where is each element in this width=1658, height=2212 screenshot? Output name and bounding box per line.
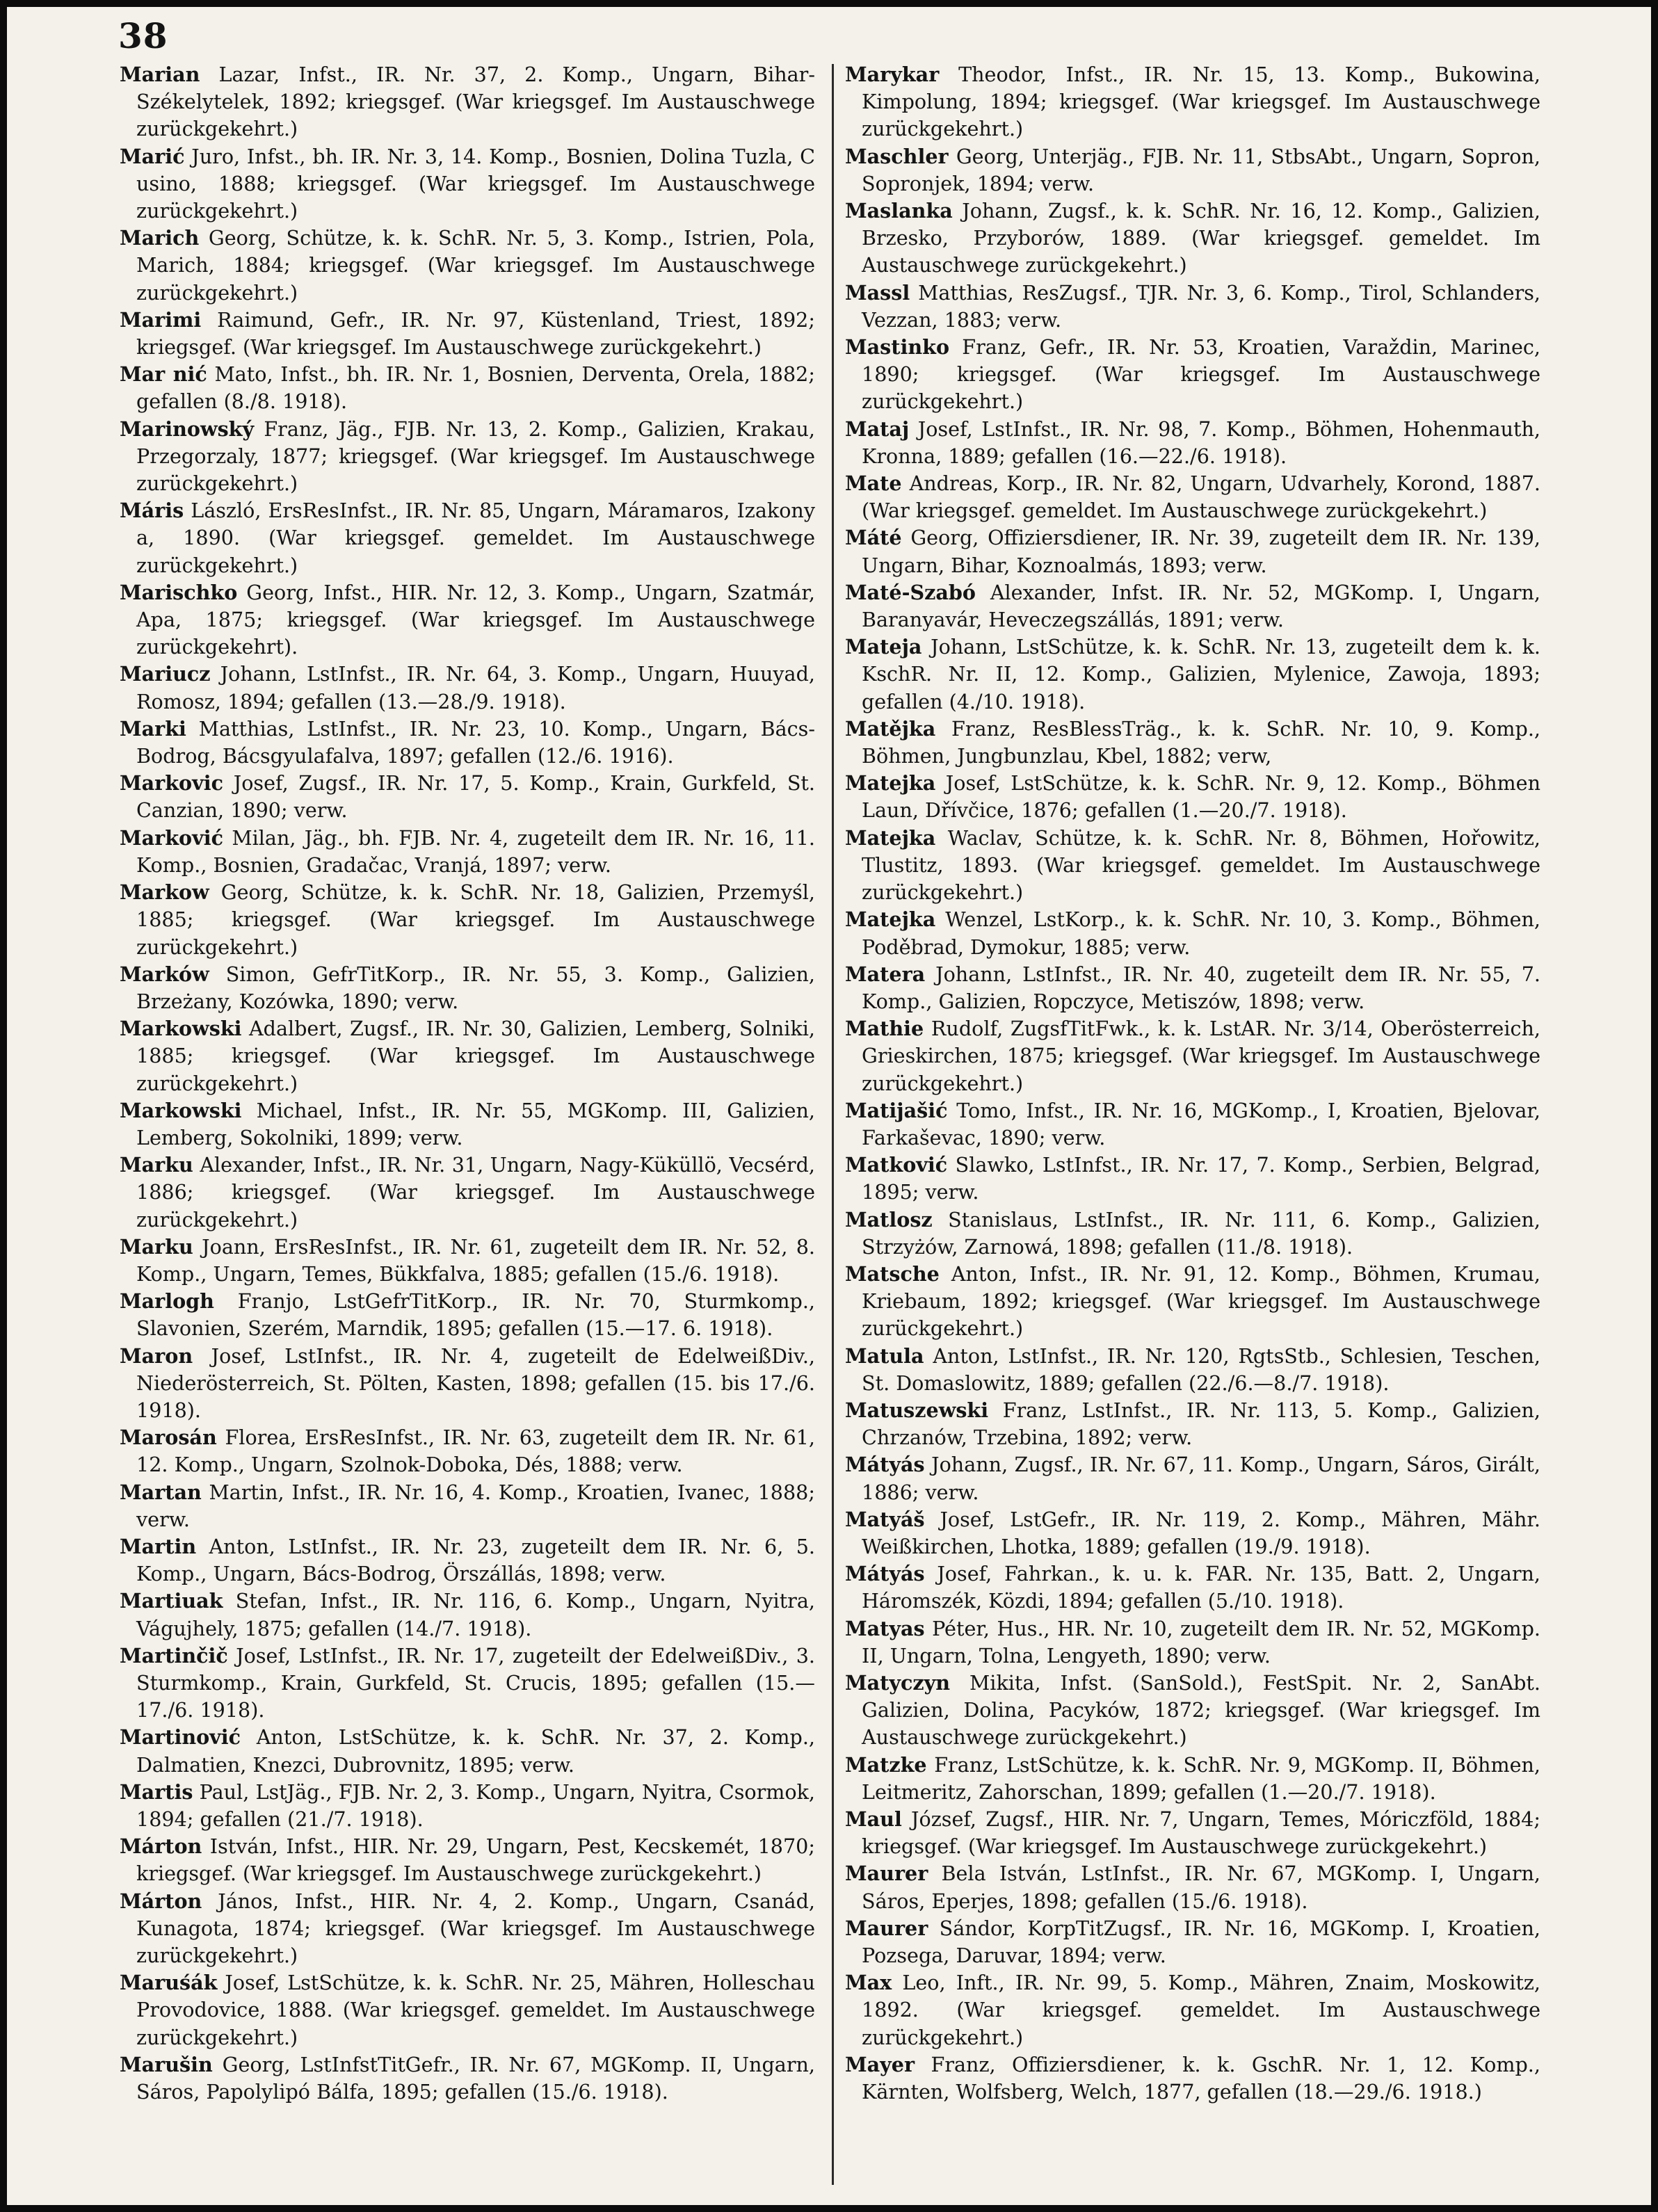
entry-details: Franz, Jäg., FJB. Nr. 13, 2. Komp., Galizien, Krakau, Przegorzaly, 1877; kriegsgef. (War kriegsgef. Im Austauschwege zurückgekehrt.) [136,417,815,496]
right-column [845,61,1540,2106]
entry-details: Josef, Zugsf., IR. Nr. 17, 5. Komp., Krain, Gurkfeld, St. Canzian, 1890; verw. [136,771,815,823]
entry-details: Georg, Infst., HIR. Nr. 12, 3. Komp., Ungarn, Szatmár, Apa, 1875; kriegsgef. (War kriegsgef. Im Austauschwege zurückgekehrt). [136,580,815,659]
entry-surname: Matlosz [845,1207,933,1232]
register-entry [120,1642,815,1725]
register-entry [845,1806,1540,1860]
entry-surname: Maurer [845,1916,928,1940]
entry-details: Alexander, Infst., IR. Nr. 31, Ungarn, Nagy-Küküllö, Vecsérd, 1886; kriegsgef. (War kriegsgef. Im Austauschwege zurückgekehrt.) [136,1153,815,1232]
register-entry [120,307,815,361]
register-entry [845,633,1540,716]
register-entry [120,225,815,307]
register-entry [845,1560,1540,1615]
register-entry [120,361,815,415]
register-entry [120,1888,815,1970]
entry-details: József, Zugsf., HIR. Nr. 7, Ungarn, Temes, Móriczföld, 1884; kriegsgef. (War kriegsgef. Im Austauschwege zurückgekehrt.) [862,1807,1540,1859]
register-entry [120,1833,815,1887]
entry-surname: Marku [120,1153,193,1177]
page-number: 38 [118,15,168,56]
entry-surname: Matejka [845,907,936,932]
register-entry [120,61,815,143]
entry-surname: Marušin [120,2052,213,2076]
entry-surname: Maul [845,1807,902,1831]
entry-details: Franz, LstInfst., IR. Nr. 113, 5. Komp., Galizien, Chrzanów, Trzebina, 1892; verw. [862,1398,1540,1450]
entry-surname: Marimi [120,307,202,332]
entry-details: Matthias, LstInfst., IR. Nr. 23, 10. Komp., Ungarn, Bács-Bodrog, Bácsgyulafalva, 1897; gefallen (12./6. 1916). [136,716,815,768]
register-entry [845,1860,1540,1914]
entry-surname: Max [845,1971,892,1995]
entry-details: Josef, LstInfst., IR. Nr. 17, zugeteilt der EdelweißDiv., 3. Sturmkomp., Krain, Gurkfeld, St. Crucis, 1895; gefallen (15.—17./6. 1918). [136,1643,815,1722]
entry-surname: Mátyás [845,1453,925,1477]
register-entry [120,497,815,579]
register-entry [845,1969,1540,2051]
entry-details: István, Infst., HIR. Nr. 29, Ungarn, Pest, Kecskemét, 1870; kriegsgef. (War kriegsgef. Im Austauschwege zurückgekehrt.) [136,1834,815,1886]
register-entry [845,1206,1540,1261]
entry-surname: Marosán [120,1426,217,1450]
register-entry [120,1724,815,1778]
entry-details: Stefan, Infst., IR. Nr. 116, 6. Komp., Ungarn, Nyitra, Vágujhely, 1875; gefallen (14./7. 1918). [136,1589,815,1640]
register-entry [845,825,1540,907]
register-entry [845,334,1540,416]
entry-surname: Marković [120,825,224,850]
register-entry [845,143,1540,197]
entry-details: Leo, Inft., IR. Nr. 99, 5. Komp., Mähren, Znaim, Moskowitz, 1892. (War kriegsgef. gemeldet. Im Austauschwege zurückgekehrt.) [862,1971,1540,2049]
entry-details: Mato, Infst., bh. IR. Nr. 1, Bosnien, Derventa, Orela, 1882; gefallen (8./8. 1918). [136,362,815,414]
entry-surname: Martin [120,1534,197,1558]
entry-surname: Matković [845,1153,948,1177]
column-divider [832,64,834,2185]
register-entry [845,280,1540,334]
entry-surname: Matsche [845,1261,940,1286]
entry-details: Georg, Schütze, k. k. SchR. Nr. 5, 3. Komp., Istrien, Pola, Marich, 1884; kriegsgef. (War kriegsgef. Im Austauschwege zurückgekehrt.) [136,226,815,305]
entry-details: Anton, LstSchütze, k. k. SchR. Nr. 37, 2. Komp., Dalmatien, Knezci, Dubrovnitz, 1895; verw. [136,1725,816,1777]
register-entry [120,1479,815,1533]
register-entry [120,1288,815,1342]
entry-surname: Markowski [120,1098,242,1122]
entry-details: Johann, LstInfst., IR. Nr. 64, 3. Komp., Ungarn, Huuyad, Romosz, 1894; gefallen (13.—28./9. 1918). [136,662,815,713]
entry-surname: Maruśák [120,1971,218,1995]
entry-surname: Mathie [845,1017,924,1041]
register-entry [845,716,1540,770]
entry-details: Johann, LstSchütze, k. k. SchR. Nr. 13, zugeteilt dem k. k. KschR. Nr. II, 12. Komp., Galizien, Mylenice, Zawoja, 1893; gefallen (4./10. 1918). [862,635,1540,713]
register-entry [845,1015,1540,1097]
register-entry [845,2051,1540,2106]
entry-surname: Máris [120,499,184,523]
register-entry [845,770,1540,824]
entry-details: Johann, Zugsf., k. k. SchR. Nr. 16, 12. Komp., Galizien, Brzesko, Przyborów, 1889. (War kriegsgef. gemeldet. Im Austauschwege zurückgekehrt.) [862,199,1541,277]
register-entry [845,1506,1540,1560]
register-entry [120,879,815,961]
register-entry [120,1234,815,1288]
entry-details: Joann, ErsResInfst., IR. Nr. 61, zugeteilt dem IR. Nr. 52, 8. Komp., Ungarn, Temes, Bükkfalva, 1885; gefallen (15./6. 1918). [136,1234,816,1286]
register-entry [120,416,815,498]
register-entry [845,1152,1540,1206]
entry-surname: Massl [845,280,910,305]
register-entry [845,1670,1540,1752]
register-entry [120,2051,815,2106]
entry-surname: Matejka [845,771,936,796]
register-entry [845,1451,1540,1505]
entry-details: Franz, Offiziersdiener, k. k. GschR. Nr. 1, 12. Komp., Kärnten, Wolfsberg, Welch, 1877, gefallen (18.—29./6. 1918.) [862,2052,1540,2104]
entry-surname: Markow [120,880,209,905]
entry-details: Anton, Infst., IR. Nr. 91, 12. Komp., Böhmen, Krumau, Kriebaum, 1892; kriegsgef. (War kriegsgef. Im Austauschwege zurückgekehrt.) [862,1261,1540,1341]
register-entry [845,906,1540,960]
register-entry [845,524,1540,579]
entry-details: Matthias, ResZugsf., TJR. Nr. 3, 6. Komp., Tirol, Schlanders, Vezzan, 1883; verw. [862,280,1540,332]
entry-surname: Martiuak [120,1589,223,1613]
entry-surname: Marich [120,226,200,250]
register-entry [120,1588,815,1642]
entry-details: Johann, LstInfst., IR. Nr. 40, zugeteilt dem IR. Nr. 55, 7. Komp., Galizien, Ropczyce, Metiszów, 1898; verw. [862,962,1540,1013]
entry-surname: Maron [120,1343,193,1368]
register-entry [845,1915,1540,1969]
entry-details: Josef, LstInfst., IR. Nr. 98, 7. Komp., Böhmen, Hohenmauth, Kronna, 1889; gefallen (16.—22./6. 1918). [862,417,1541,468]
entry-details: Simon, GefrTitKorp., IR. Nr. 55, 3. Komp., Galizien, Brzeżany, Kozówka, 1890; verw. [136,962,815,1013]
entry-surname: Martis [120,1779,193,1804]
register-entry [845,197,1540,280]
entry-surname: Matzke [845,1752,927,1777]
entry-surname: Marić [120,144,185,168]
register-entry [845,61,1540,143]
entry-surname: Maslanka [845,199,953,223]
register-entry [845,1261,1540,1343]
entry-surname: Marykar [845,63,940,86]
register-entry [120,1969,815,2051]
entry-surname: Matyas [845,1616,925,1640]
entry-details: Franz, ResBlessTräg., k. k. SchR. Nr. 10, 9. Komp., Böhmen, Jungbunzlau, Kbel, 1882; verw, [862,716,1541,768]
entry-surname: Mátyás [845,1562,925,1586]
entry-surname: Mariucz [120,662,211,686]
entry-surname: Marischko [120,580,238,604]
entry-surname: Marki [120,716,186,741]
entry-surname: Márton [120,1834,202,1859]
entry-surname: Mayer [845,2052,915,2076]
entry-surname: Matejka [845,825,936,850]
entry-surname: Mar nić [120,362,207,387]
entry-surname: Mateja [845,635,922,659]
entry-details: Josef, LstInfst., IR. Nr. 4, zugeteilt de EdelweißDiv., Niederösterreich, St. Pölten, Kasten, 1898; gefallen (15. bis 17./6. 1918). [136,1343,816,1422]
entry-details: Wenzel, LstKorp., k. k. SchR. Nr. 10, 3. Komp., Böhmen, Poděbrad, Dymokur, 1885; verw. [862,907,1540,959]
entry-surname: Matijašić [845,1098,948,1122]
entry-surname: Marinowský [120,417,255,441]
register-entry [845,416,1540,470]
register-entry [120,1152,815,1234]
entry-details: Adalbert, Zugsf., IR. Nr. 30, Galizien, Lemberg, Solniki, 1885; kriegsgef. (War kriegsgef. Im Austauschwege zurückgekehrt.) [136,1017,816,1095]
entry-surname: Máté [845,526,902,550]
entry-surname: Mastinko [845,335,950,360]
entry-details: Raimund, Gefr., IR. Nr. 97, Küstenland, Triest, 1892; kriegsgef. (War kriegsgef. Im Austauschwege zurückgekehrt.) [136,307,815,360]
register-entry [845,1397,1540,1451]
register-entry [120,1533,815,1588]
entry-surname: Marlogh [120,1289,214,1314]
entry-details: Péter, Hus., HR. Nr. 10, zugeteilt dem IR. Nr. 52, MGKomp. II, Ungarn, Tolna, Lengyeth, 1890; verw. [862,1616,1541,1668]
entry-surname: Marku [120,1234,193,1259]
entry-details: Waclav, Schütze, k. k. SchR. Nr. 8, Böhmen, Hořowitz, Tlustitz, 1893. (War kriegsgef. gemeldet. Im Austauschwege zurückgekehrt.) [862,825,1540,905]
entry-surname: Maté-Szabó [845,580,976,604]
entry-surname: Matuszewski [845,1398,989,1422]
entry-details: Martin, Infst., IR. Nr. 16, 4. Komp., Kroatien, Ivanec, 1888; verw. [136,1480,816,1531]
entry-details: Andreas, Korp., IR. Nr. 82, Ungarn, Udvarhely, Korond, 1887. (War kriegsgef. gemeldet. Im Austauschwege zurückgekehrt.) [862,471,1541,523]
entry-details: Alexander, Infst. IR. Nr. 52, MGKomp. I, Ungarn, Baranyavár, Heveczegszállás, 1891; verw. [862,580,1540,632]
entry-surname: Matyáš [845,1507,925,1531]
register-entry [120,1343,815,1425]
register-entry [845,1615,1540,1670]
entry-details: Juro, Infst., bh. IR. Nr. 3, 14. Komp., Bosnien, Dolina Tuzla, C usino, 1888; kriegsgef. (War kriegsgef. Im Austauschwege zurückgekehrt.) [136,144,815,223]
entry-details: Josef, Fahrkan., k. u. k. FAR. Nr. 135, Batt. 2, Ungarn, Háromszék, Közdi, 1894; gefallen (5./10. 1918). [862,1562,1540,1613]
entry-details: Josef, LstSchütze, k. k. SchR. Nr. 9, 12. Komp., Böhmen Laun, Dřívčice, 1876; gefallen (1.—20./7. 1918). [862,771,1540,823]
entry-details: Florea, ErsResInfst., IR. Nr. 63, zugeteilt dem IR. Nr. 61, 12. Komp., Ungarn, Szolnok-Doboka, Dés, 1888; verw. [136,1426,815,1477]
entry-details: Johann, Zugsf., IR. Nr. 67, 11. Komp., Ungarn, Sáros, Girált, 1886; verw. [862,1453,1540,1504]
entry-details: Rudolf, ZugsfTitFwk., k. k. LstAR. Nr. 3/14, Oberösterreich, Grieskirchen, 1875; kriegsgef. (War kriegsgef. Im Austauschwege zurückgekehrt.) [862,1017,1540,1095]
entry-surname: Marków [120,962,209,986]
entry-surname: Martinović [120,1725,241,1750]
entry-details: Josef, LstGefr., IR. Nr. 119, 2. Komp., Mähren, Mähr. Weißkirchen, Lhotka, 1889; gefallen (19./9. 1918). [862,1507,1540,1558]
entry-surname: Mataj [845,417,910,441]
entry-surname: Martan [120,1480,202,1504]
entry-details: Michael, Infst., IR. Nr. 55, MGKomp. III, Galizien, Lemberg, Sokolniki, 1899; verw. [136,1098,816,1149]
register-entry [120,1779,815,1833]
entry-details: Franjo, LstGefrTitKorp., IR. Nr. 70, Sturmkomp., Slavonien, Szerém, Marndik, 1895; gefallen (15.—17. 6. 1918). [136,1289,816,1341]
register-entry [845,1343,1540,1397]
entry-surname: Matějka [845,716,936,741]
register-entry [120,1424,815,1478]
entry-details: Franz, Gefr., IR. Nr. 53, Kroatien, Varaždin, Marinec, 1890; kriegsgef. (War kriegsgef. Im Austauschwege zurückgekehrt.) [862,335,1541,414]
register-entry [845,961,1540,1015]
register-entry [120,716,815,770]
entry-surname: Matula [845,1343,924,1368]
entry-details: Anton, LstInfst., IR. Nr. 23, zugeteilt dem IR. Nr. 6, 5. Komp., Ungarn, Bács-Bodrog, Örszállás, 1898; verw. [136,1534,815,1586]
entry-details: Georg, Unterjäg., FJB. Nr. 11, StbsAbt., Ungarn, Sopron, Sopronjek, 1894; verw. [862,144,1540,195]
entry-surname: Markowski [120,1017,242,1041]
register-entry [120,661,815,715]
entry-surname: Mate [845,471,902,496]
register-entry [120,770,815,824]
entry-details: Bela István, LstInfst., IR. Nr. 67, MGKomp. I, Ungarn, Sáros, Eperjes, 1898; gefallen (15./6. 1918). [862,1862,1540,1913]
entry-surname: Martinčič [120,1643,228,1668]
entry-details: Anton, LstInfst., IR. Nr. 120, RgtsStb., Schlesien, Teschen, St. Domaslowitz, 1889; gefallen (22./6.—8./7. 1918). [862,1343,1540,1395]
entry-details: Paul, LstJäg., FJB. Nr. 2, 3. Komp., Ungarn, Nyitra, Csormok, 1894; gefallen (21./7. 1918). [136,1779,816,1831]
register-entry [120,579,815,661]
register-entry [845,470,1540,524]
register-entry [120,1097,815,1152]
register-entry [845,1097,1540,1152]
entry-details: Stanislaus, LstInfst., IR. Nr. 111, 6. Komp., Galizien, Strzyżów, Zarnowá, 1898; gefallen (11./8. 1918). [862,1207,1540,1259]
entry-details: Franz, LstSchütze, k. k. SchR. Nr. 9, MGKomp. II, Böhmen, Leitmeritz, Zahorschan, 1899; gefallen (1.—20./7. 1918). [862,1752,1540,1804]
entry-details: Theodor, Infst., IR. Nr. 15, 13. Komp., Bukowina, Kimpolung, 1894; kriegsgef. (War kriegsgef. Im Austauschwege zurückgekehrt.) [862,63,1541,141]
entry-details: Tomo, Infst., IR. Nr. 16, MGKomp., I, Kroatien, Bjelovar, Farkaševac, 1890; verw. [862,1098,1540,1149]
entry-surname: Markovic [120,771,224,796]
entry-surname: Matera [845,962,926,986]
entry-surname: Maschler [845,144,949,168]
entry-surname: Maurer [845,1862,928,1886]
entry-details: Georg, LstInfstTitGefr., IR. Nr. 67, MGKomp. II, Ungarn, Sáros, Papolylipó Bálfa, 1895; gefallen (15./6. 1918). [136,2052,815,2104]
left-column [120,61,815,2106]
register-entry [845,579,1540,633]
entry-details: Slawko, LstInfst., IR. Nr. 17, 7. Komp., Serbien, Belgrad, 1895; verw. [862,1153,1540,1204]
entry-surname: Matyczyn [845,1670,951,1695]
entry-details: Georg, Schütze, k. k. SchR. Nr. 18, Galizien, Przemyśl, 1885; kriegsgef. (War kriegsgef. Im Austauschwege zurückgekehrt.) [136,880,816,959]
entry-details: László, ErsResInfst., IR. Nr. 85, Ungarn, Máramaros, Izakony a, 1890. (War kriegsgef. gemeldet. Im Austauschwege zurückgekehrt.) [136,499,815,577]
entry-details: Mikita, Infst. (SanSold.), FestSpit. Nr. 2, SanAbt. Galizien, Dolina, Pacyków, 1872; kriegsgef. (War kriegsgef. Im Austauschwege zurückgekehrt.) [862,1670,1540,1750]
register-entry [120,825,815,879]
register-entry [845,1752,1540,1806]
entry-surname: Marian [120,63,200,86]
entry-details: Lazar, Infst., IR. Nr. 37, 2. Komp., Ungarn, Bihar-Székelytelek, 1892; kriegsgef. (War kriegsgef. Im Austauschwege zurückgekehrt.) [136,63,816,141]
entry-surname: Márton [120,1889,202,1913]
register-entry [120,143,815,225]
entry-details: Josef, LstSchütze, k. k. SchR. Nr. 25, Mähren, Holleschau Provodovice, 1888. (War kriegsgef. gemeldet. Im Austauschwege zurückgekehrt.) [136,1971,815,2049]
entry-details: Georg, Offiziersdiener, IR. Nr. 39, zugeteilt dem IR. Nr. 139, Ungarn, Bihar, Koznoalmás, 1893; verw. [862,526,1541,577]
entry-details: Milan, Jäg., bh. FJB. Nr. 4, zugeteilt dem IR. Nr. 16, 11. Komp., Bosnien, Gradačac, Vranjá, 1897; verw. [136,825,815,877]
register-entry [120,1015,815,1097]
entry-details: János, Infst., HIR. Nr. 4, 2. Komp., Ungarn, Csanád, Kunagota, 1874; kriegsgef. (War kriegsgef. Im Austauschwege zurückgekehrt.) [136,1889,816,1968]
entry-details: Sándor, KorpTitZugsf., IR. Nr. 16, MGKomp. I, Kroatien, Pozsega, Daruvar, 1894; verw. [862,1916,1540,1968]
register-entry [120,961,815,1015]
